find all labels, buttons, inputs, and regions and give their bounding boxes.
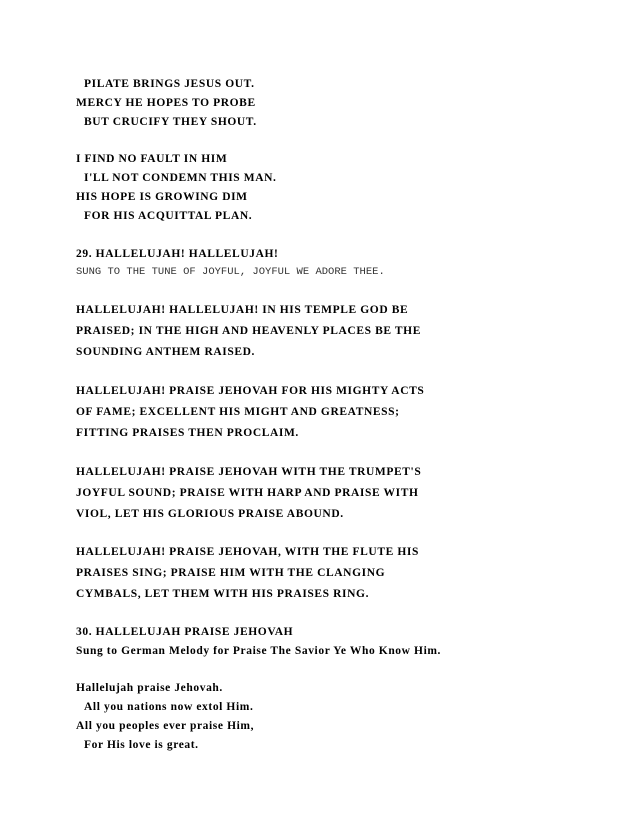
tune-note: SUNG TO THE TUNE OF JOYFUL, JOYFUL WE ADORE THEE. xyxy=(76,266,385,278)
lyric-line: I'LL NOT CONDEMN THIS MAN. xyxy=(84,172,277,184)
verse-line: All you nations now extol Him. xyxy=(84,701,254,713)
hymn-title: 30. HALLELUJAH PRAISE JEHOVAH xyxy=(76,626,294,638)
verse-line: Hallelujah praise Jehovah. xyxy=(76,682,223,694)
lyric-line: I FIND NO FAULT IN HIM xyxy=(76,153,228,165)
verse-line: SOUNDING ANTHEM RAISED. xyxy=(76,346,255,358)
lyric-line: BUT CRUCIFY THEY SHOUT. xyxy=(84,116,257,128)
verse-line: PRAISED; IN THE HIGH AND HEAVENLY PLACES BE THE xyxy=(76,325,421,337)
verse-line: HALLELUJAH! HALLELUJAH! IN HIS TEMPLE GOD BE xyxy=(76,304,409,316)
verse-line: All you peoples ever praise Him, xyxy=(76,720,255,732)
verse-line: VIOL, LET HIS GLORIOUS PRAISE ABOUND. xyxy=(76,508,344,520)
lyric-line: HIS HOPE IS GROWING DIM xyxy=(76,191,248,203)
verse-line: HALLELUJAH! PRAISE JEHOVAH FOR HIS MIGHTY ACTS xyxy=(76,385,425,397)
verse-line: FITTING PRAISES THEN PROCLAIM. xyxy=(76,427,299,439)
lyric-line: FOR HIS ACQUITTAL PLAN. xyxy=(84,210,253,222)
verse-line: CYMBALS, LET THEM WITH HIS PRAISES RING. xyxy=(76,588,370,600)
verse-line: PRAISES SING; PRAISE HIM WITH THE CLANGING xyxy=(76,567,386,579)
lyric-line: PILATE BRINGS JESUS OUT. xyxy=(84,78,255,90)
verse-line: For His love is great. xyxy=(84,739,199,751)
verse-line: JOYFUL SOUND; PRAISE WITH HARP AND PRAISE WITH xyxy=(76,487,419,499)
verse-line: HALLELUJAH! PRAISE JEHOVAH, WITH THE FLUTE HIS xyxy=(76,546,419,558)
verse-line: HALLELUJAH! PRAISE JEHOVAH WITH THE TRUMPET'S xyxy=(76,466,422,478)
hymn-title: 29. HALLELUJAH! HALLELUJAH! xyxy=(76,248,279,260)
verse-line: OF FAME; EXCELLENT HIS MIGHT AND GREATNESS; xyxy=(76,406,400,418)
lyric-line: MERCY HE HOPES TO PROBE xyxy=(76,97,256,109)
tune-note: Sung to German Melody for Praise The Savior Ye Who Know Him. xyxy=(76,645,442,657)
